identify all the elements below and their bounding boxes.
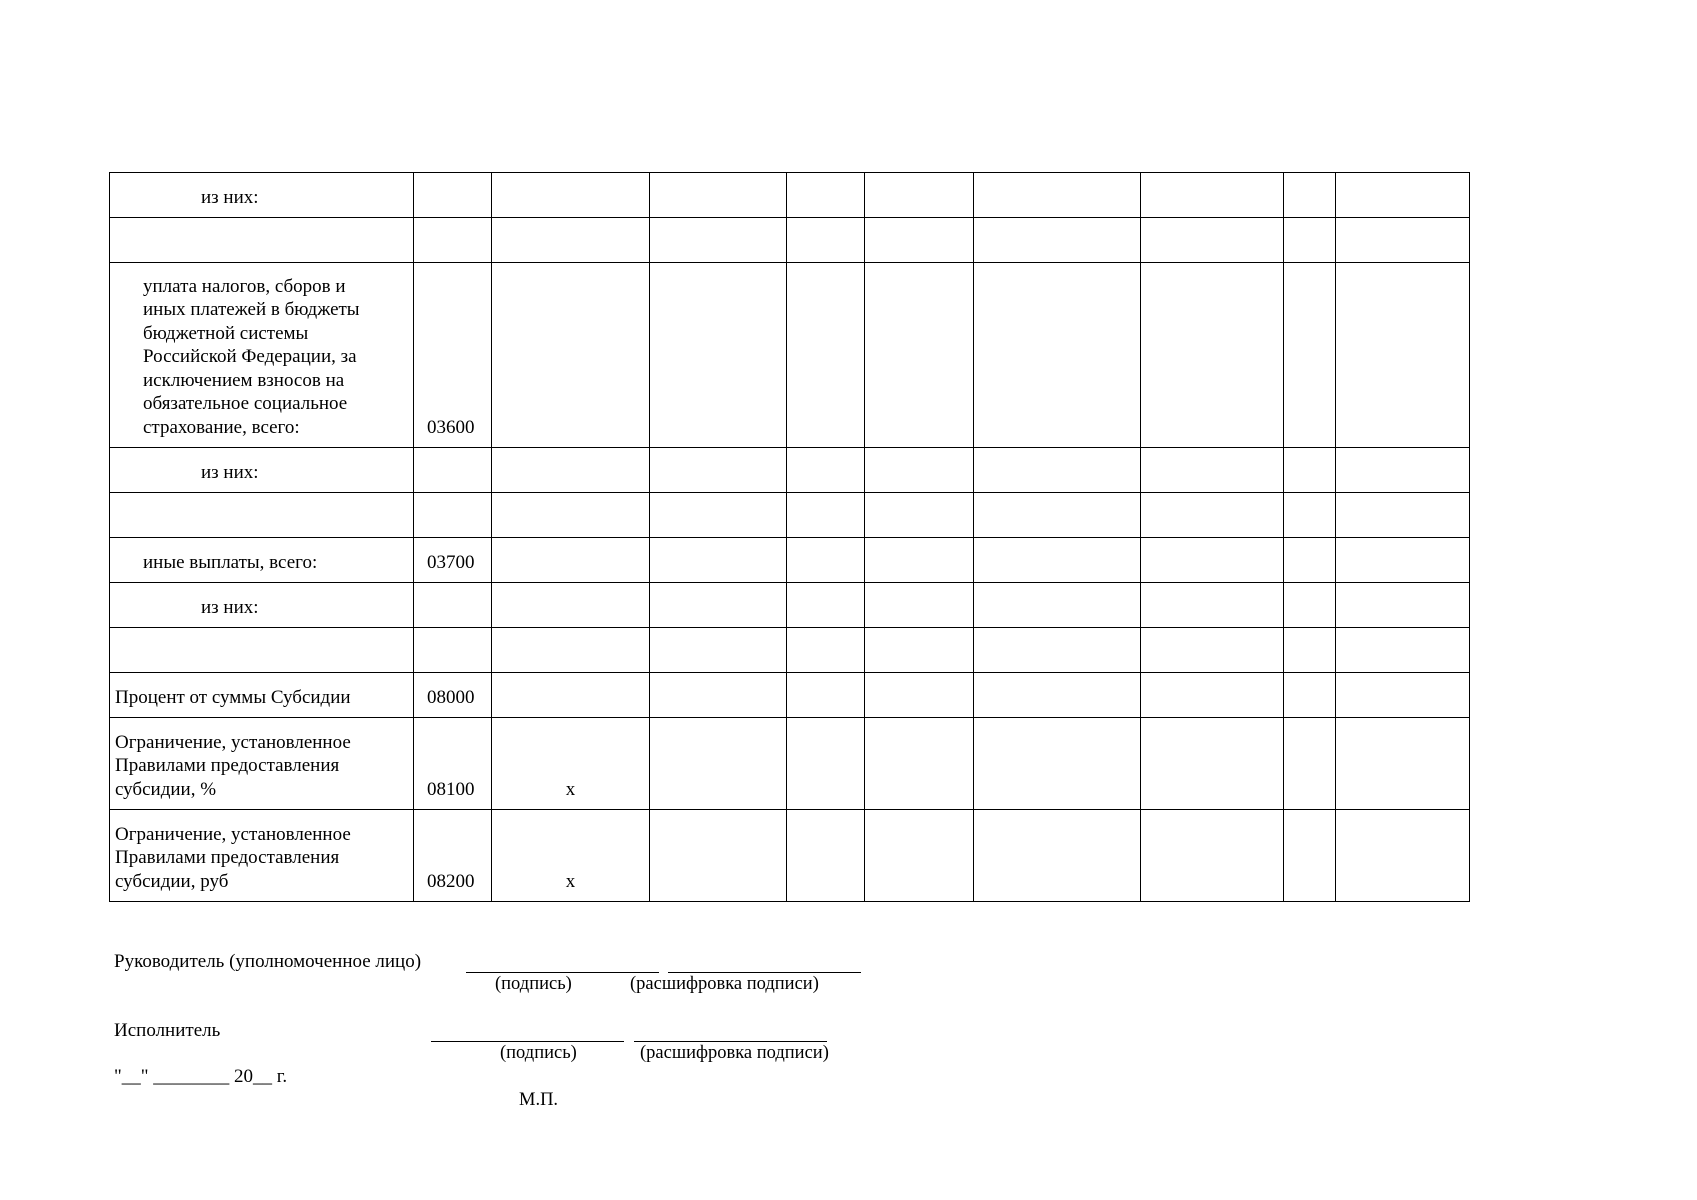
row-label-line: исключением взносов на — [143, 369, 345, 391]
table-cell — [492, 448, 650, 493]
table-cell — [1336, 538, 1470, 583]
row-label-line: субсидии, % — [115, 778, 217, 800]
table-cell — [865, 583, 974, 628]
executor-decode-line — [634, 1041, 827, 1042]
row-label: Процент от суммы Субсидии — [110, 673, 414, 718]
table-cell — [865, 173, 974, 218]
table-cell — [650, 628, 787, 673]
table-row — [110, 810, 1470, 902]
table-cell — [1336, 810, 1470, 902]
table-cell — [1284, 628, 1336, 673]
not-applicable-mark: x — [492, 810, 650, 902]
table-cell — [974, 218, 1141, 263]
table-cell — [787, 718, 865, 810]
stamp-place: М.П. — [519, 1090, 559, 1110]
table-cell — [787, 673, 865, 718]
table-row — [110, 583, 1470, 628]
table-cell — [1336, 718, 1470, 810]
table-cell — [1284, 583, 1336, 628]
table-cell — [787, 448, 865, 493]
table-cell — [974, 583, 1141, 628]
row-code: 03600 — [414, 263, 492, 448]
table-cell — [650, 718, 787, 810]
table-cell — [1141, 673, 1284, 718]
table-cell — [865, 218, 974, 263]
table-cell — [974, 173, 1141, 218]
table-cell — [974, 448, 1141, 493]
row-code — [414, 493, 492, 538]
table-cell — [492, 263, 650, 448]
table-row — [110, 448, 1470, 493]
row-label-line: Российской Федерации, за — [143, 346, 357, 367]
table-cell — [1336, 173, 1470, 218]
row-code — [414, 173, 492, 218]
table-cell — [1141, 583, 1284, 628]
table-cell — [787, 218, 865, 263]
table-cell — [1141, 493, 1284, 538]
row-code — [414, 218, 492, 263]
table-cell — [787, 538, 865, 583]
table-cell — [1284, 538, 1336, 583]
table-cell — [1141, 628, 1284, 673]
row-label — [110, 628, 414, 673]
table-cell — [650, 448, 787, 493]
row-label — [110, 718, 414, 810]
table-cell — [1141, 263, 1284, 448]
table-cell — [650, 263, 787, 448]
table-cell — [1336, 628, 1470, 673]
table-cell — [492, 628, 650, 673]
table-cell — [865, 718, 974, 810]
table-cell — [787, 583, 865, 628]
row-label — [110, 810, 414, 902]
report-table — [109, 172, 1470, 902]
table-cell — [865, 448, 974, 493]
executor-sign-caption: (подпись) — [500, 1043, 577, 1063]
executor-decode-caption: (расшифровка подписи) — [640, 1043, 829, 1063]
table-cell — [1336, 673, 1470, 718]
table-cell — [865, 538, 974, 583]
not-applicable-mark: x — [492, 718, 650, 810]
row-label: из них: — [110, 583, 414, 628]
table-cell — [1284, 173, 1336, 218]
table-cell — [1141, 718, 1284, 810]
table-cell — [492, 583, 650, 628]
row-code — [414, 448, 492, 493]
table-cell — [1336, 493, 1470, 538]
table-cell — [787, 263, 865, 448]
table-cell — [1141, 218, 1284, 263]
table-cell — [492, 218, 650, 263]
table-cell — [865, 673, 974, 718]
table-row — [110, 538, 1470, 583]
row-label-line: Ограничение, установленное — [115, 731, 351, 753]
table-cell — [650, 173, 787, 218]
table-cell — [650, 493, 787, 538]
executor-signature-line — [431, 1041, 624, 1042]
table-cell — [1284, 263, 1336, 448]
table-cell — [787, 173, 865, 218]
table-row — [110, 173, 1470, 218]
table-cell — [1141, 448, 1284, 493]
row-label — [110, 263, 414, 448]
table-cell — [974, 538, 1141, 583]
row-label-line: обязательное социальное — [143, 393, 348, 414]
table-cell — [787, 810, 865, 902]
head-decode-caption: (расшифровка подписи) — [630, 974, 819, 994]
table-cell — [650, 583, 787, 628]
head-signature-line — [466, 972, 659, 973]
table-cell — [974, 263, 1141, 448]
row-label-line: субсидии, руб — [115, 870, 229, 892]
row-label-line: иных платежей в бюджеты — [143, 299, 360, 320]
table-cell — [1336, 448, 1470, 493]
table-cell — [1141, 173, 1284, 218]
row-code — [414, 628, 492, 673]
table-row — [110, 718, 1470, 810]
head-sign-caption: (подпись) — [495, 974, 572, 994]
head-label: Руководитель (уполномоченное лицо) — [114, 951, 422, 972]
row-code: 08100 — [414, 718, 492, 810]
table-cell — [865, 493, 974, 538]
table-cell — [1284, 810, 1336, 902]
row-label-line: Правилами предоставления — [115, 847, 340, 868]
table-cell — [1141, 538, 1284, 583]
table-cell — [865, 628, 974, 673]
table-cell — [974, 718, 1141, 810]
row-label: из них: — [110, 173, 414, 218]
table-cell — [1336, 583, 1470, 628]
table-cell — [1284, 218, 1336, 263]
table-cell — [974, 493, 1141, 538]
table-row — [110, 628, 1470, 673]
table-cell — [650, 538, 787, 583]
table-cell — [1141, 810, 1284, 902]
table-cell — [1336, 218, 1470, 263]
row-code: 03700 — [414, 538, 492, 583]
row-label-line: страхование, всего: — [143, 416, 300, 438]
table-cell — [492, 173, 650, 218]
table-cell — [492, 538, 650, 583]
head-decode-line — [668, 972, 861, 973]
table-cell — [974, 628, 1141, 673]
table-cell — [974, 673, 1141, 718]
row-label — [110, 218, 414, 263]
table-cell — [787, 628, 865, 673]
row-code — [414, 583, 492, 628]
date-field: "__" ________ 20__ г. — [114, 1066, 288, 1087]
row-label — [110, 493, 414, 538]
table-cell — [1284, 673, 1336, 718]
row-code: 08000 — [414, 673, 492, 718]
table-cell — [650, 810, 787, 902]
row-label-line: бюджетной системы — [143, 322, 309, 344]
table-cell — [865, 263, 974, 448]
row-code: 08200 — [414, 810, 492, 902]
row-label: иные выплаты, всего: — [110, 538, 414, 583]
table-row — [110, 673, 1470, 718]
table-row — [110, 218, 1470, 263]
table-cell — [1284, 448, 1336, 493]
table-row — [110, 493, 1470, 538]
table-cell — [787, 493, 865, 538]
row-label-line: Правилами предоставления — [115, 755, 340, 776]
table-cell — [1336, 263, 1470, 448]
table-cell — [1284, 493, 1336, 538]
table-cell — [974, 810, 1141, 902]
table-row — [110, 263, 1470, 448]
table-cell — [650, 218, 787, 263]
row-label: из них: — [110, 448, 414, 493]
table-cell — [492, 493, 650, 538]
row-label-line: Ограничение, установленное — [115, 823, 351, 845]
row-label-line: уплата налогов, сборов и — [143, 275, 346, 297]
table-cell — [1284, 718, 1336, 810]
table-cell — [492, 673, 650, 718]
table-cell — [650, 673, 787, 718]
executor-label: Исполнитель — [114, 1020, 221, 1041]
table-cell — [865, 810, 974, 902]
